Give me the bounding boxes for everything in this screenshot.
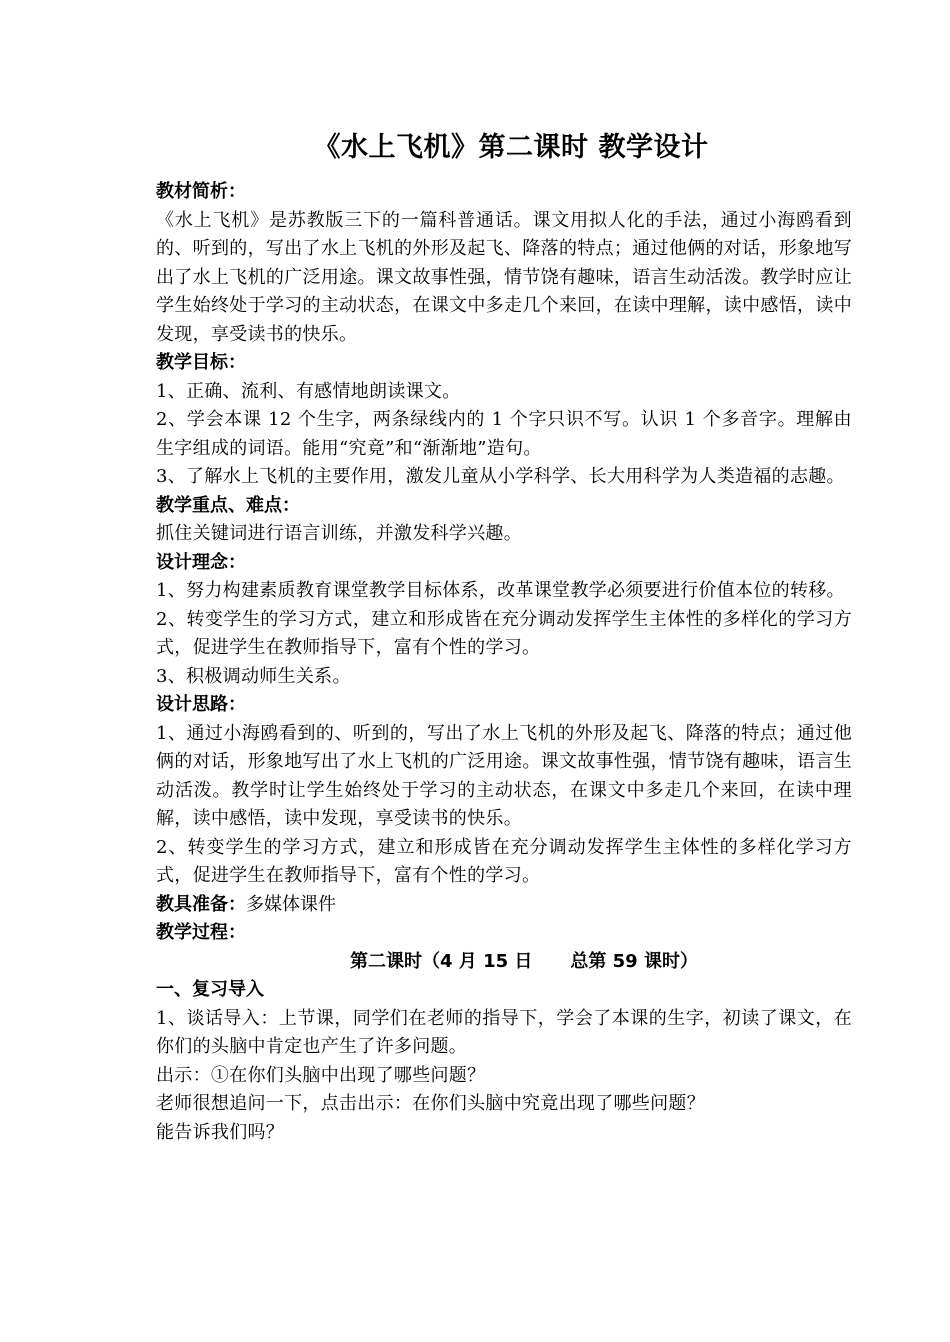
material-text: 《水上飞机》是苏教版三下的一篇科普通话。课文用拟人化的手法，通过小海鸥看到的、听到的，写出了水上飞机的外形及起飞、降落的特点；通过他俩的对话，形象地写出了水上飞机的广泛用途。课文故事性强，情节饶有趣味，语言生动活泼。教学时应让学生始终处于学习的主动状态，在课文中多走几个来回，在读中理解，读中感悟，读中发现，享受读书的快乐。 <box>156 209 852 345</box>
goal-item: 1、正确、流利、有感情地朗读课文。 <box>156 380 461 402</box>
goal-item: 2、学会本课 12 个生字，两条绿线内的 1 个字只识不写。认识 1 个多音字。理解由生字组成的词语。能用“究竟”和“渐渐地”造句。 <box>156 409 852 459</box>
concept-item: 1、努力构建素质教育课堂教学目标体系，改革课堂教学必须要进行价值本位的转移。 <box>156 580 845 601</box>
part1-heading: 一、复习导入 <box>156 979 264 1000</box>
concept-item: 3、积极调动师生关系。 <box>156 665 351 687</box>
goal-item: 3、了解水上飞机的主要作用，激发儿童从小学科学、长大用科学为人类造福的志趣。 <box>156 466 845 487</box>
part1-line: 老师很想追问一下，点击出示：在你们头脑中究竟出现了哪些问题？ <box>156 1093 705 1114</box>
lesson-info <box>156 948 852 977</box>
document-page <box>156 128 852 1147</box>
goals-heading: 教学目标： <box>156 352 246 373</box>
tools-heading: 教具准备： <box>156 893 246 915</box>
key-points-text: 抓住关键词进行语言训练，并激发科学兴趣。 <box>156 523 522 544</box>
document-title: 《水上飞机》第二课时 教学设计 <box>313 132 709 163</box>
tools-text: 多媒体课件 <box>246 893 336 915</box>
part1-line: 能告诉我们吗？ <box>156 1121 285 1143</box>
tools-line <box>156 891 852 920</box>
key-points-heading: 教学重点、难点： <box>156 494 300 516</box>
approach-item: 1、通过小海鸥看到的、听到的，写出了水上飞机的外形及起飞、降落的特点；通过他俩的对话，形象地写出了水上飞机的广泛用途。课文故事性强，情节饶有趣味，语言生动活泼。教学时让学生始终处于学习的主动状态，在课文中多走几个来回，在读中理解，读中感悟，读中发现，享受读书的快乐。 <box>156 722 852 829</box>
process-heading: 教学过程： <box>156 922 246 943</box>
concept-heading: 设计理念： <box>156 551 246 573</box>
material-heading: 教材简析： <box>156 181 246 202</box>
approach-item: 2、转变学生的学习方式，建立和形成皆在充分调动发挥学生主体性的多样化学习方式，促进学生在教师指导下，富有个性的学习。 <box>156 836 852 886</box>
part1-line: 1、谈话导入：上节课，同学们在老师的指导下，学会了本课的生字，初读了课文，在你们的头脑中肯定也产生了许多问题。 <box>156 1007 852 1057</box>
concept-item: 2、转变学生的学习方式，建立和形成皆在充分调动发挥学生主体性的多样化的学习方式，促进学生在教师指导下，富有个性的学习。 <box>156 608 852 658</box>
part1-line: 出示：①在你们头脑中出现了哪些问题？ <box>156 1064 486 1086</box>
lesson-label: 第二课时（4 月 15 日 <box>350 950 533 972</box>
lesson-total: 总第 59 课时） <box>570 950 698 972</box>
approach-heading: 设计思路： <box>156 694 246 715</box>
